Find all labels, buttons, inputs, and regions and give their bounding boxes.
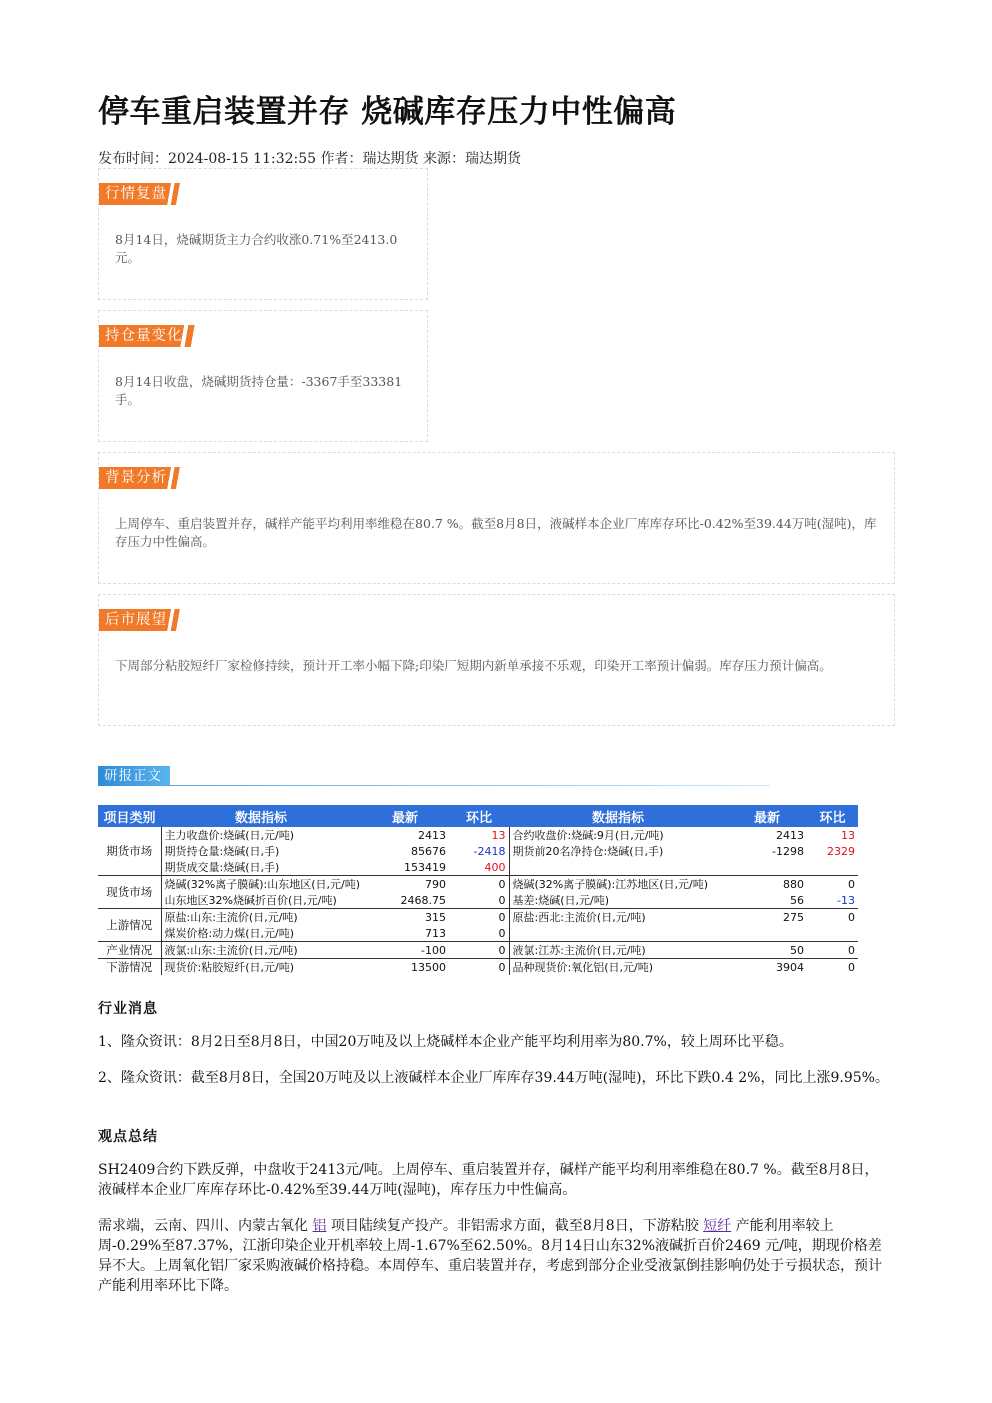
change-value: 0 — [848, 877, 855, 891]
col-header-latest-left: 最新 — [361, 805, 449, 827]
indicator-name: 烧碱(32%离子膜碱):江苏地区(日,元/吨) — [509, 876, 727, 893]
change-value: 0 — [807, 942, 858, 959]
indicator-name: 原盐:山东:主流价(日,元/吨) — [164, 911, 298, 924]
table-row — [98, 942, 858, 959]
indicator-name: 原盐:西北:主流价(日,元/吨) — [509, 909, 727, 926]
table-row — [98, 925, 858, 942]
summary-heading: 观点总结 — [98, 1129, 158, 1145]
change-value: 0 — [848, 910, 855, 924]
change-value: 0 — [498, 960, 506, 974]
summary-text-b: 项目陆续复产投产。非铝需求方面，截至8月8日，下游粘胶 — [330, 1218, 699, 1234]
change-value: 400 — [449, 859, 509, 876]
indicator-name: 液氯:山东:主流价(日,元/吨) — [161, 942, 361, 959]
col-header-latest-right: 最新 — [727, 805, 807, 827]
change-value — [807, 925, 858, 942]
table-row — [98, 876, 858, 893]
latest-value: 315 — [425, 910, 446, 924]
indicator-name: 基差:烧碱(日,元/吨) — [509, 892, 727, 909]
news-item-1: 1、隆众资讯：8月2日至8月8日，中国20万吨及以上烧碱样本企业产能平均利用率为80.7%，较上周环比平稳。 — [98, 1034, 793, 1050]
latest-value: 713 — [361, 925, 449, 942]
summary-text-c: 产能利用率较上周-0.29%至87.37%，江浙印染企业开机率较上周-1.67%至62.50%。8月14日山东32%液碱折百价2469 元/吨，期现价格差异不大。上周氧化铝厂家采购液碱价格持稳。本周停车、重启装置并存，考虑到部分企业受液氯倒挂影响仍处于亏损状态，预计产能利用率环比下降。 — [98, 1218, 882, 1294]
indicator-name — [509, 859, 727, 876]
latest-value: 85676 — [411, 844, 446, 858]
report-body-tag: 研报正文 — [98, 766, 170, 786]
category-industry: 产业情况 — [98, 942, 161, 959]
outlook-tag: 后市展望 — [99, 609, 183, 631]
indicator-name — [509, 925, 727, 942]
summary-paragraph-1: SH2409合约下跌反弹，中盘收于2413元/吨。上周停车、重启装置并存，碱样产能平均利用率维稳在80.7 %。截至8月8日，液碱样本企业厂库库存环比-0.42%至39.44万吨(湿吨)，库存压力中性偏高。 — [98, 1162, 879, 1198]
change-value: 0 — [498, 910, 506, 924]
indicator-name: 煤炭价格:动力煤(日,元/吨) — [161, 925, 361, 942]
latest-value: 13500 — [411, 960, 446, 974]
news-item-2: 2、隆众资讯：截至8月8日，全国20万吨及以上液碱样本企业厂库库存39.44万吨(湿吨)，环比下跌0.4 2%，同比上涨9.95%。 — [98, 1070, 889, 1086]
category-spot: 现货市场 — [98, 876, 161, 909]
outlook-text: 下周部分粘胶短纤厂家检修持续，预计开工率小幅下降;印染厂短期内新单承接不乐观，印染开工率预计偏弱。库存压力预计偏高。 — [115, 658, 832, 673]
latest-value: 56 — [727, 892, 807, 909]
indicator-name: 合约收盘价:烧碱:9月(日,元/吨) — [509, 827, 727, 843]
latest-value: 2413 — [418, 828, 446, 842]
latest-value: -1298 — [772, 844, 804, 858]
staple-fiber-link[interactable]: 短纤 — [703, 1218, 732, 1234]
indicator-name: 液氯:江苏:主流价(日,元/吨) — [509, 942, 727, 959]
open-interest-tag: 持仓量变化 — [99, 325, 199, 347]
table-row — [98, 892, 858, 909]
col-header-indicator-right: 数据指标 — [509, 805, 727, 827]
latest-value: 275 — [783, 910, 804, 924]
latest-value: 153419 — [361, 859, 449, 876]
table-row — [98, 827, 858, 843]
change-value: 13 — [841, 828, 855, 842]
col-header-change-left: 环比 — [449, 805, 509, 827]
change-value: 13 — [491, 828, 506, 842]
latest-value: 790 — [425, 877, 446, 891]
category-downstream: 下游情况 — [98, 959, 161, 976]
col-header-category: 项目类别 — [98, 805, 161, 827]
latest-value: -100 — [361, 942, 449, 959]
open-interest-card — [98, 310, 428, 442]
change-value: -13 — [807, 892, 858, 909]
table-header-row — [98, 805, 858, 827]
indicator-name: 期货成交量:烧碱(日,手) — [161, 859, 361, 876]
latest-value: 880 — [783, 877, 804, 891]
change-value: 0 — [848, 960, 855, 974]
market-review-tag: 行情复盘 — [99, 183, 183, 205]
category-futures: 期货市场 — [98, 827, 161, 876]
industry-news-heading: 行业消息 — [98, 1001, 158, 1017]
article-meta: 发布时间：2024-08-15 11:32:55 作者：瑞达期货 来源：瑞达期货 — [98, 151, 521, 167]
col-header-change-right: 环比 — [807, 805, 858, 827]
background-analysis-card — [98, 452, 895, 584]
latest-value: 50 — [727, 942, 807, 959]
table-row — [98, 843, 858, 859]
indicator-name: 品种现货价:氧化铝(日,元/吨) — [509, 959, 727, 976]
summary-paragraph-2 — [98, 1216, 890, 1296]
table-row — [98, 909, 858, 926]
latest-value: 3904 — [776, 960, 804, 974]
aluminum-link[interactable]: 铝 — [312, 1218, 327, 1234]
latest-value: 2468.75 — [361, 892, 449, 909]
indicator-name: 期货持仓量:烧碱(日,手) — [164, 845, 280, 858]
data-table — [98, 805, 858, 975]
indicator-name: 烧碱(32%离子膜碱):山东地区(日,元/吨) — [164, 878, 361, 891]
table-row — [98, 859, 858, 876]
article-title: 停车重启装置并存 烧碱库存压力中性偏高 — [98, 94, 677, 130]
open-interest-text: 8月14日收盘，烧碱期货持仓量：-3367手至33381手。 — [115, 374, 403, 407]
indicator-name: 期货前20名净持仓:烧碱(日,手) — [509, 843, 727, 859]
change-value: 0 — [449, 892, 509, 909]
summary-text-a: 需求端，云南、四川、内蒙古氧化 — [98, 1218, 308, 1234]
latest-value: 2413 — [776, 828, 804, 842]
latest-value — [727, 859, 807, 876]
latest-value — [727, 925, 807, 942]
category-upstream: 上游情况 — [98, 909, 161, 942]
market-review-text: 8月14日，烧碱期货主力合约收涨0.71%至2413.0元。 — [115, 232, 398, 265]
indicator-name: 现货价:粘胶短纤(日,元/吨) — [164, 961, 294, 974]
col-header-indicator-left: 数据指标 — [161, 805, 361, 827]
change-value: 0 — [498, 877, 506, 891]
market-review-card — [98, 168, 428, 300]
change-value: -2418 — [473, 844, 506, 858]
outlook-card — [98, 594, 895, 726]
table-row — [98, 959, 858, 976]
change-value — [807, 859, 858, 876]
report-divider — [168, 785, 770, 786]
change-value: 2329 — [827, 844, 855, 858]
indicator-name: 山东地区32%烧碱折百价(日,元/吨) — [161, 892, 361, 909]
background-analysis-text: 上周停车、重启装置并存，碱样产能平均利用率维稳在80.7 %。截至8月8日，液碱样本企业厂库库存环比-0.42%至39.44万吨(湿吨)，库存压力中性偏高。 — [115, 516, 877, 549]
background-analysis-tag: 背景分析 — [99, 467, 183, 489]
change-value: 0 — [449, 942, 509, 959]
change-value: 0 — [449, 925, 509, 942]
indicator-name: 主力收盘价:烧碱(日,元/吨) — [164, 829, 294, 842]
